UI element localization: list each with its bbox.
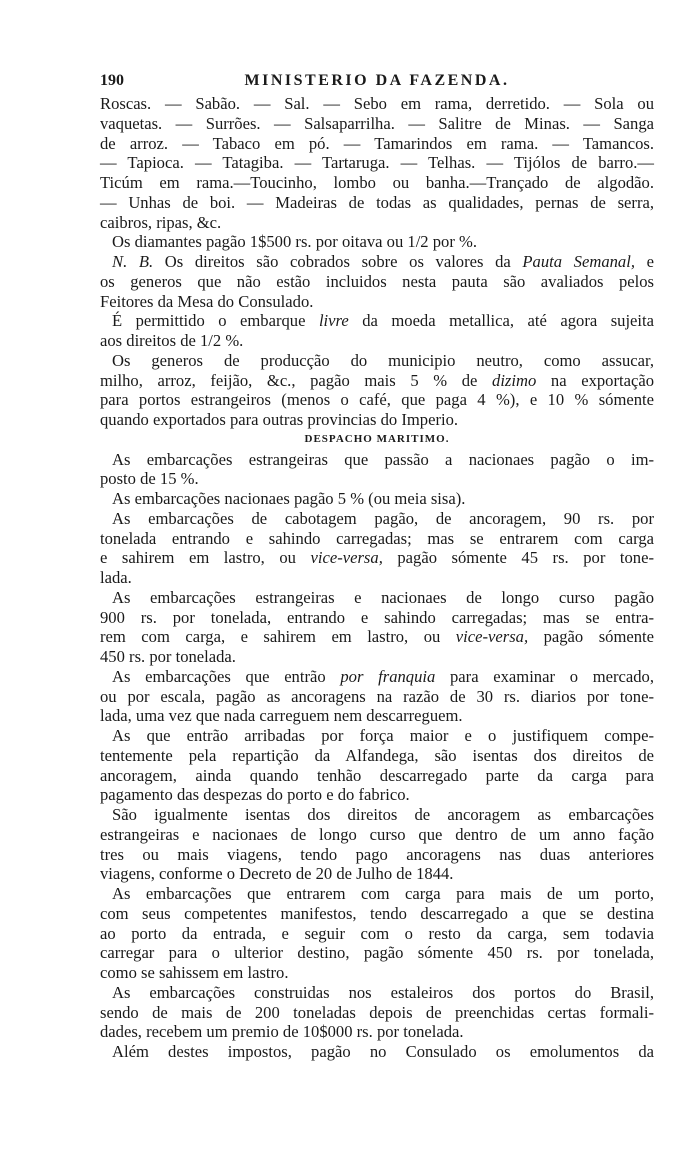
text-span: É permittido o embarque bbox=[112, 311, 319, 331]
text-line bbox=[100, 193, 654, 213]
page-header bbox=[100, 72, 654, 94]
text-line bbox=[100, 647, 654, 667]
text-span: — Unhas de boi. — Madeiras de todas as qualidades, pernas de serra, bbox=[100, 192, 654, 212]
text-line bbox=[100, 331, 654, 351]
text-span: Os diamantes pagão 1$500 rs. por oitava ou 1/2 por %. bbox=[112, 232, 477, 252]
text-span: As embarcações estrangeiras que passão a nacionaes pagão o im- bbox=[112, 449, 654, 469]
text-line bbox=[100, 351, 654, 371]
text-span: lada, uma vez que nada carreguem nem descarreguem. bbox=[100, 706, 463, 726]
italic-text: vice-versa, bbox=[455, 627, 529, 647]
text-span: As que entrão arribadas por força maior e o justifiquem compe- bbox=[112, 726, 654, 745]
text-span: ancoragem, ainda quando tenhão descarregado parte da carga para bbox=[100, 765, 654, 785]
text-line bbox=[100, 213, 654, 233]
text-span: com seus competentes manifestos, tendo descarregado a que se destina bbox=[100, 903, 654, 923]
text-line bbox=[100, 884, 654, 904]
text-span: Os generos de producção do municipio neutro, como assucar, bbox=[112, 350, 654, 370]
text-line bbox=[100, 785, 654, 805]
text-span: pagamento das despezas do porto e do fabrico. bbox=[100, 785, 410, 805]
text-line bbox=[100, 173, 654, 193]
text-span: e bbox=[634, 252, 654, 271]
italic-text: Pauta Semanal, bbox=[522, 252, 635, 271]
text-span: 450 rs. por tonelada. bbox=[100, 647, 236, 666]
text-line bbox=[100, 667, 654, 687]
italic-text: vice-versa, bbox=[310, 548, 383, 568]
text-span: carregar para o ulterior destino, pagão sómente 450 rs. por tonelada, bbox=[100, 943, 654, 963]
text-line bbox=[100, 311, 654, 331]
text-line bbox=[100, 568, 654, 588]
text-span: e sahirem em lastro, ou bbox=[100, 548, 311, 568]
text-line bbox=[100, 489, 654, 509]
text-span: viagens, conforme o Decreto de 20 de Julho de 1844. bbox=[100, 864, 454, 884]
text-line bbox=[100, 825, 654, 845]
text-line bbox=[100, 904, 654, 924]
text-span: DESPACHO MARITIMO. bbox=[304, 432, 450, 445]
page-number: 190 bbox=[100, 72, 124, 89]
text-line bbox=[100, 529, 654, 549]
text-line bbox=[100, 509, 654, 529]
text-line bbox=[100, 1042, 654, 1062]
body-text bbox=[100, 94, 654, 1062]
text-span: tres ou mais viagens, tendo pago ancoragens nas duas anteriores bbox=[100, 844, 654, 864]
text-line bbox=[100, 805, 654, 825]
text-line bbox=[100, 608, 654, 628]
text-line bbox=[100, 706, 654, 726]
text-line bbox=[100, 548, 654, 568]
text-span: estrangeiras e nacionaes de longo curso que dentro de um anno fação bbox=[100, 824, 654, 844]
text-span: As embarcações que entrarem com carga para mais de um porto, bbox=[112, 884, 654, 903]
text-span: dades, recebem um premio de 10$000 rs. por tonelada. bbox=[100, 1022, 464, 1042]
text-span: de arroz. — Tabaco em pó. — Tamarindos em rama. — Tamancos. bbox=[100, 133, 654, 153]
text-span: os generos que não estão incluidos nesta pauta são avaliados pelos bbox=[100, 271, 654, 291]
text-span: sendo de mais de 200 toneladas depois de preenchidas certas formali- bbox=[100, 1002, 654, 1022]
running-title: MINISTERIO DA FAZENDA. bbox=[244, 72, 510, 89]
text-span: — Tapioca. — Tatagiba. — Tartaruga. — Telhas. — Tijólos de barro.— bbox=[100, 153, 654, 173]
italic-text: livre bbox=[318, 311, 349, 331]
text-line bbox=[100, 292, 654, 312]
text-line bbox=[100, 371, 654, 391]
text-span: posto de 15 %. bbox=[100, 469, 199, 489]
text-line bbox=[100, 726, 654, 746]
text-line bbox=[100, 588, 654, 608]
text-line bbox=[100, 924, 654, 944]
text-span: pagão sómente bbox=[528, 627, 654, 647]
text-line bbox=[100, 845, 654, 865]
text-span: Feitores da Mesa do Consulado. bbox=[100, 291, 314, 311]
text-span: na exportação bbox=[536, 370, 654, 390]
text-span: Além destes impostos, pagão no Consulado os emolumentos da bbox=[112, 1042, 654, 1061]
text-span: milho, arroz, feijão, &c., pagão mais 5 % de bbox=[100, 370, 493, 390]
text-line bbox=[100, 232, 654, 252]
text-span: pagão sómente 45 rs. por tone- bbox=[382, 548, 654, 568]
text-span: para portos estrangeiros (menos o café, que paga 4 %), e 10 % sómente bbox=[100, 390, 654, 410]
text-line bbox=[100, 252, 654, 272]
text-line bbox=[100, 1022, 654, 1042]
text-line bbox=[100, 272, 654, 292]
italic-text: por franquia bbox=[340, 666, 436, 686]
italic-text: dizimo bbox=[492, 370, 537, 390]
text-line bbox=[100, 983, 654, 1003]
text-line bbox=[100, 627, 654, 647]
text-span: vaquetas. — Surrões. — Salsaparrilha. — Salitre de Minas. — Sanga bbox=[100, 113, 654, 133]
text-span: lada. bbox=[100, 568, 132, 587]
text-span: para examinar o mercado, bbox=[435, 666, 654, 686]
text-span: ou por escala, pagão as ancoragens na razão de 30 rs. diarios por tone- bbox=[100, 686, 654, 706]
text-span: As embarcações estrangeiras e nacionaes de longo curso pagão bbox=[112, 587, 654, 607]
text-line bbox=[100, 450, 654, 470]
text-span: ao porto da entrada, e seguir com o resto da carga, sem todavia bbox=[100, 923, 654, 943]
text-line bbox=[100, 746, 654, 766]
text-span: rem com carga, e sahirem em lastro, ou bbox=[100, 627, 456, 647]
text-line bbox=[100, 766, 654, 786]
text-span: da moeda metallica, até agora sujeita bbox=[348, 311, 655, 331]
text-line bbox=[100, 390, 654, 410]
section-heading bbox=[100, 430, 654, 450]
text-line bbox=[100, 963, 654, 983]
text-line bbox=[100, 469, 654, 489]
text-line bbox=[100, 94, 654, 114]
text-line bbox=[100, 1003, 654, 1023]
text-line bbox=[100, 943, 654, 963]
text-span: As embarcações de cabotagem pagão, de ancoragem, 90 rs. por bbox=[112, 508, 654, 528]
text-span: quando exportados para outras provincias do Imperio. bbox=[100, 410, 459, 429]
text-span: caibros, ripas, &c. bbox=[100, 212, 222, 232]
text-span: aos direitos de 1/2 %. bbox=[100, 331, 244, 350]
text-line bbox=[100, 114, 654, 134]
text-line bbox=[100, 134, 654, 154]
text-span: São igualmente isentas dos direitos de ancoragem as embarcações bbox=[112, 805, 654, 824]
text-span: tentemente pela repartição da Alfandega, são isentas dos direitos de bbox=[100, 745, 654, 765]
text-span: As embarcações nacionaes pagão 5 % (ou meia sisa). bbox=[112, 489, 466, 508]
text-span: Os direitos são cobrados sobre os valores da bbox=[153, 252, 523, 271]
text-span: As embarcações construidas nos estaleiros dos portos do Brasil, bbox=[112, 982, 654, 1002]
text-span: Ticúm em rama.—Toucinho, lombo ou banha.—Trançado de algodão. bbox=[100, 173, 654, 192]
text-span: tonelada entrando e sahindo carregadas; mas se entrarem com carga bbox=[100, 528, 654, 548]
text-line bbox=[100, 687, 654, 707]
text-line bbox=[100, 410, 654, 430]
italic-text: N. B. bbox=[112, 252, 154, 271]
text-span: como se sahissem em lastro. bbox=[100, 963, 289, 982]
text-span: 900 rs. por tonelada, entrando e sahindo carregadas; mas se entra- bbox=[100, 607, 654, 627]
text-line bbox=[100, 153, 654, 173]
text-span: Roscas. — Sabão. — Sal. — Sebo em rama, derretido. — Sola ou bbox=[100, 94, 654, 113]
text-line bbox=[100, 864, 654, 884]
text-span: As embarcações que entrão bbox=[112, 666, 341, 686]
